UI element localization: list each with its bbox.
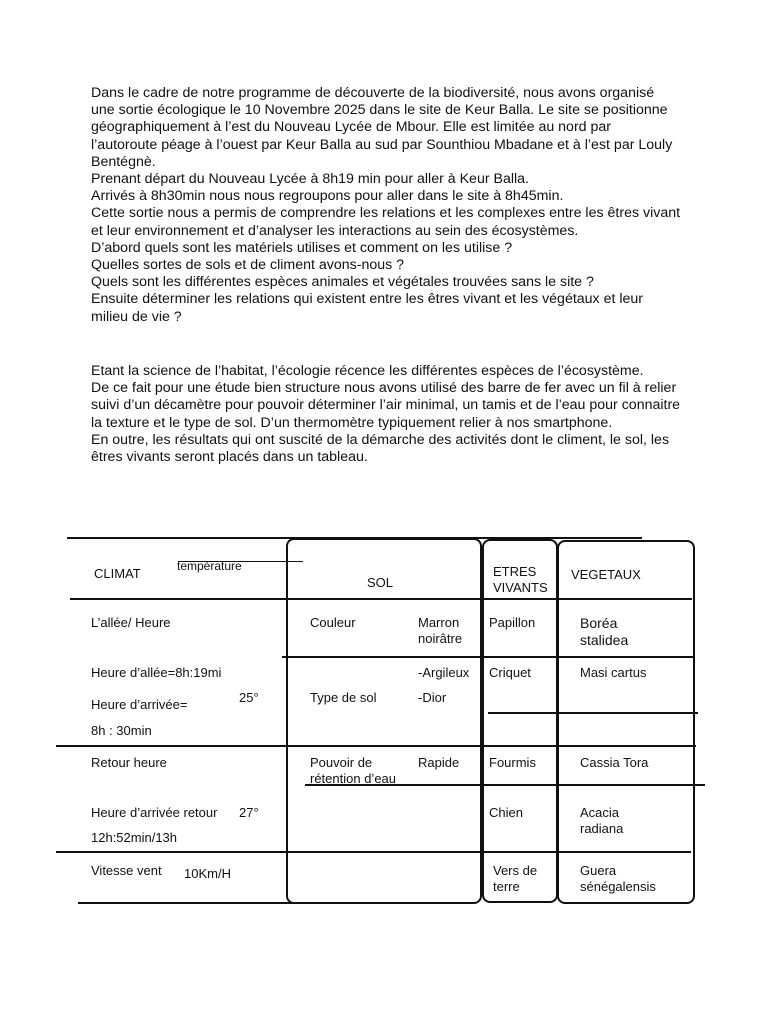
intro-paragraph: Quelles sortes de sols et de climent avons-nous ? (91, 257, 405, 274)
intro-paragraph: Prenant départ du Nouveau Lycée à 8h19 min pour aller à Keur Balla. (91, 171, 529, 188)
vegetal-item: Guera sénégalensis (580, 863, 656, 894)
vitesse-vent-label: Vitesse vent (91, 863, 162, 878)
header-etres-vivants: ETRES VIVANTS (493, 564, 548, 595)
vegetal-item: Masi cartus (580, 665, 647, 680)
couleur-value: Marron noirâtre (418, 615, 463, 646)
temperature-aller: 25° (239, 690, 259, 705)
vegetaux-column-box (557, 540, 695, 904)
etre-vivant-item: Criquet (489, 665, 531, 680)
arrivee-retour-label: Heure d’arrivée retour (91, 805, 218, 820)
etre-vivant-item: Papillon (489, 615, 536, 630)
intro-paragraph: Arrivés à 8h30min nous nous regroupons pour aller dans le site à 8h45min. (91, 188, 564, 205)
header-vegetaux: VEGETAUX (571, 567, 641, 582)
heure-allee: Heure d’allée=8h:19mi (91, 665, 222, 680)
sol-column-box (286, 538, 482, 904)
intro-paragraph: Quels sont les différentes espèces animales et végétales trouvées sans le site ? (91, 274, 594, 291)
retention-label: Pouvoir de rétention d’eau (310, 755, 397, 786)
intro-paragraph: Ensuite déterminer les relations qui existent entre les êtres vivant et les végétaux et leur milieu de vie ? (91, 291, 644, 325)
heure-arrivee-value: 8h : 30min (91, 723, 152, 738)
intro-paragraph: Dans le cadre de notre programme de découverte de la biodiversité, nous avons organisé une sortie écologique le 10 Novembre 2025 dans le site de Keur Balla. Le site se positionne géographiquement à l’est du Nouveau Lycée de Mbour. Elle est limitée au nord par l’autoroute péage à l’ouest par Keur Balla au sud par Sounthiou Mbadane et à l’est par Louly Bentégnè. (91, 85, 673, 170)
arrivee-retour-value: 12h:52min/13h (91, 830, 178, 845)
intro-paragraph: Cette sortie nous a permis de comprendre les relations et les complexes entre les êtres vivant et leur environnement et d’analyser les interactions au sein des écosystèmes. (91, 205, 681, 239)
type-sol-argileux: -Argileux (418, 665, 470, 680)
couleur-label: Couleur (310, 615, 356, 630)
type-sol-dior: -Dior (418, 690, 447, 705)
method-paragraph: De ce fait pour une étude bien structure nous avons utilisé des barre de fer avec un fil à relier suivi d’un décamètre pour pouvoir déterminer l’air minimal, un tamis et de l’eau pour connaitre la texture et le type de sol. D’un thermomètre typiquement relier à nos smartphone. (91, 380, 681, 431)
header-climat: CLIMAT (94, 566, 141, 581)
header-sol: SOL (367, 575, 394, 590)
etre-vivant-item: Vers de terre (493, 863, 538, 894)
vitesse-vent-value: 10Km/H (184, 866, 231, 881)
retention-value: Rapide (418, 755, 460, 770)
method-paragraph: En outre, les résultats qui ont suscité de la démarche des activités dont le climent, le sol, les êtres vivants seront placés dans un tableau. (91, 431, 670, 466)
type-sol-label: Type de sol (310, 690, 377, 705)
intro-paragraph: D’abord quels sont les matériels utilises et comment on les utilise ? (91, 239, 513, 256)
retour-heure-label: Retour heure (91, 755, 167, 770)
temperature-retour: 27° (239, 805, 259, 820)
heure-arrivee: Heure d’arrivée= (91, 697, 188, 712)
allee-heure-label: L’allée/ Heure (91, 615, 171, 630)
vegetal-item: Boréa stalidea (580, 615, 629, 648)
etre-vivant-item: Fourmis (489, 755, 536, 770)
method-paragraph: Etant la science de l’habitat, l’écologie récence les différentes espèces de l’écosystème. (91, 363, 644, 379)
etre-vivant-item: Chien (489, 805, 523, 820)
header-temperature: température (177, 559, 242, 573)
vegetal-item: Acacia radiana (580, 805, 624, 836)
vegetal-item: Cassia Tora (580, 755, 649, 770)
table-bottom-line (78, 902, 300, 904)
